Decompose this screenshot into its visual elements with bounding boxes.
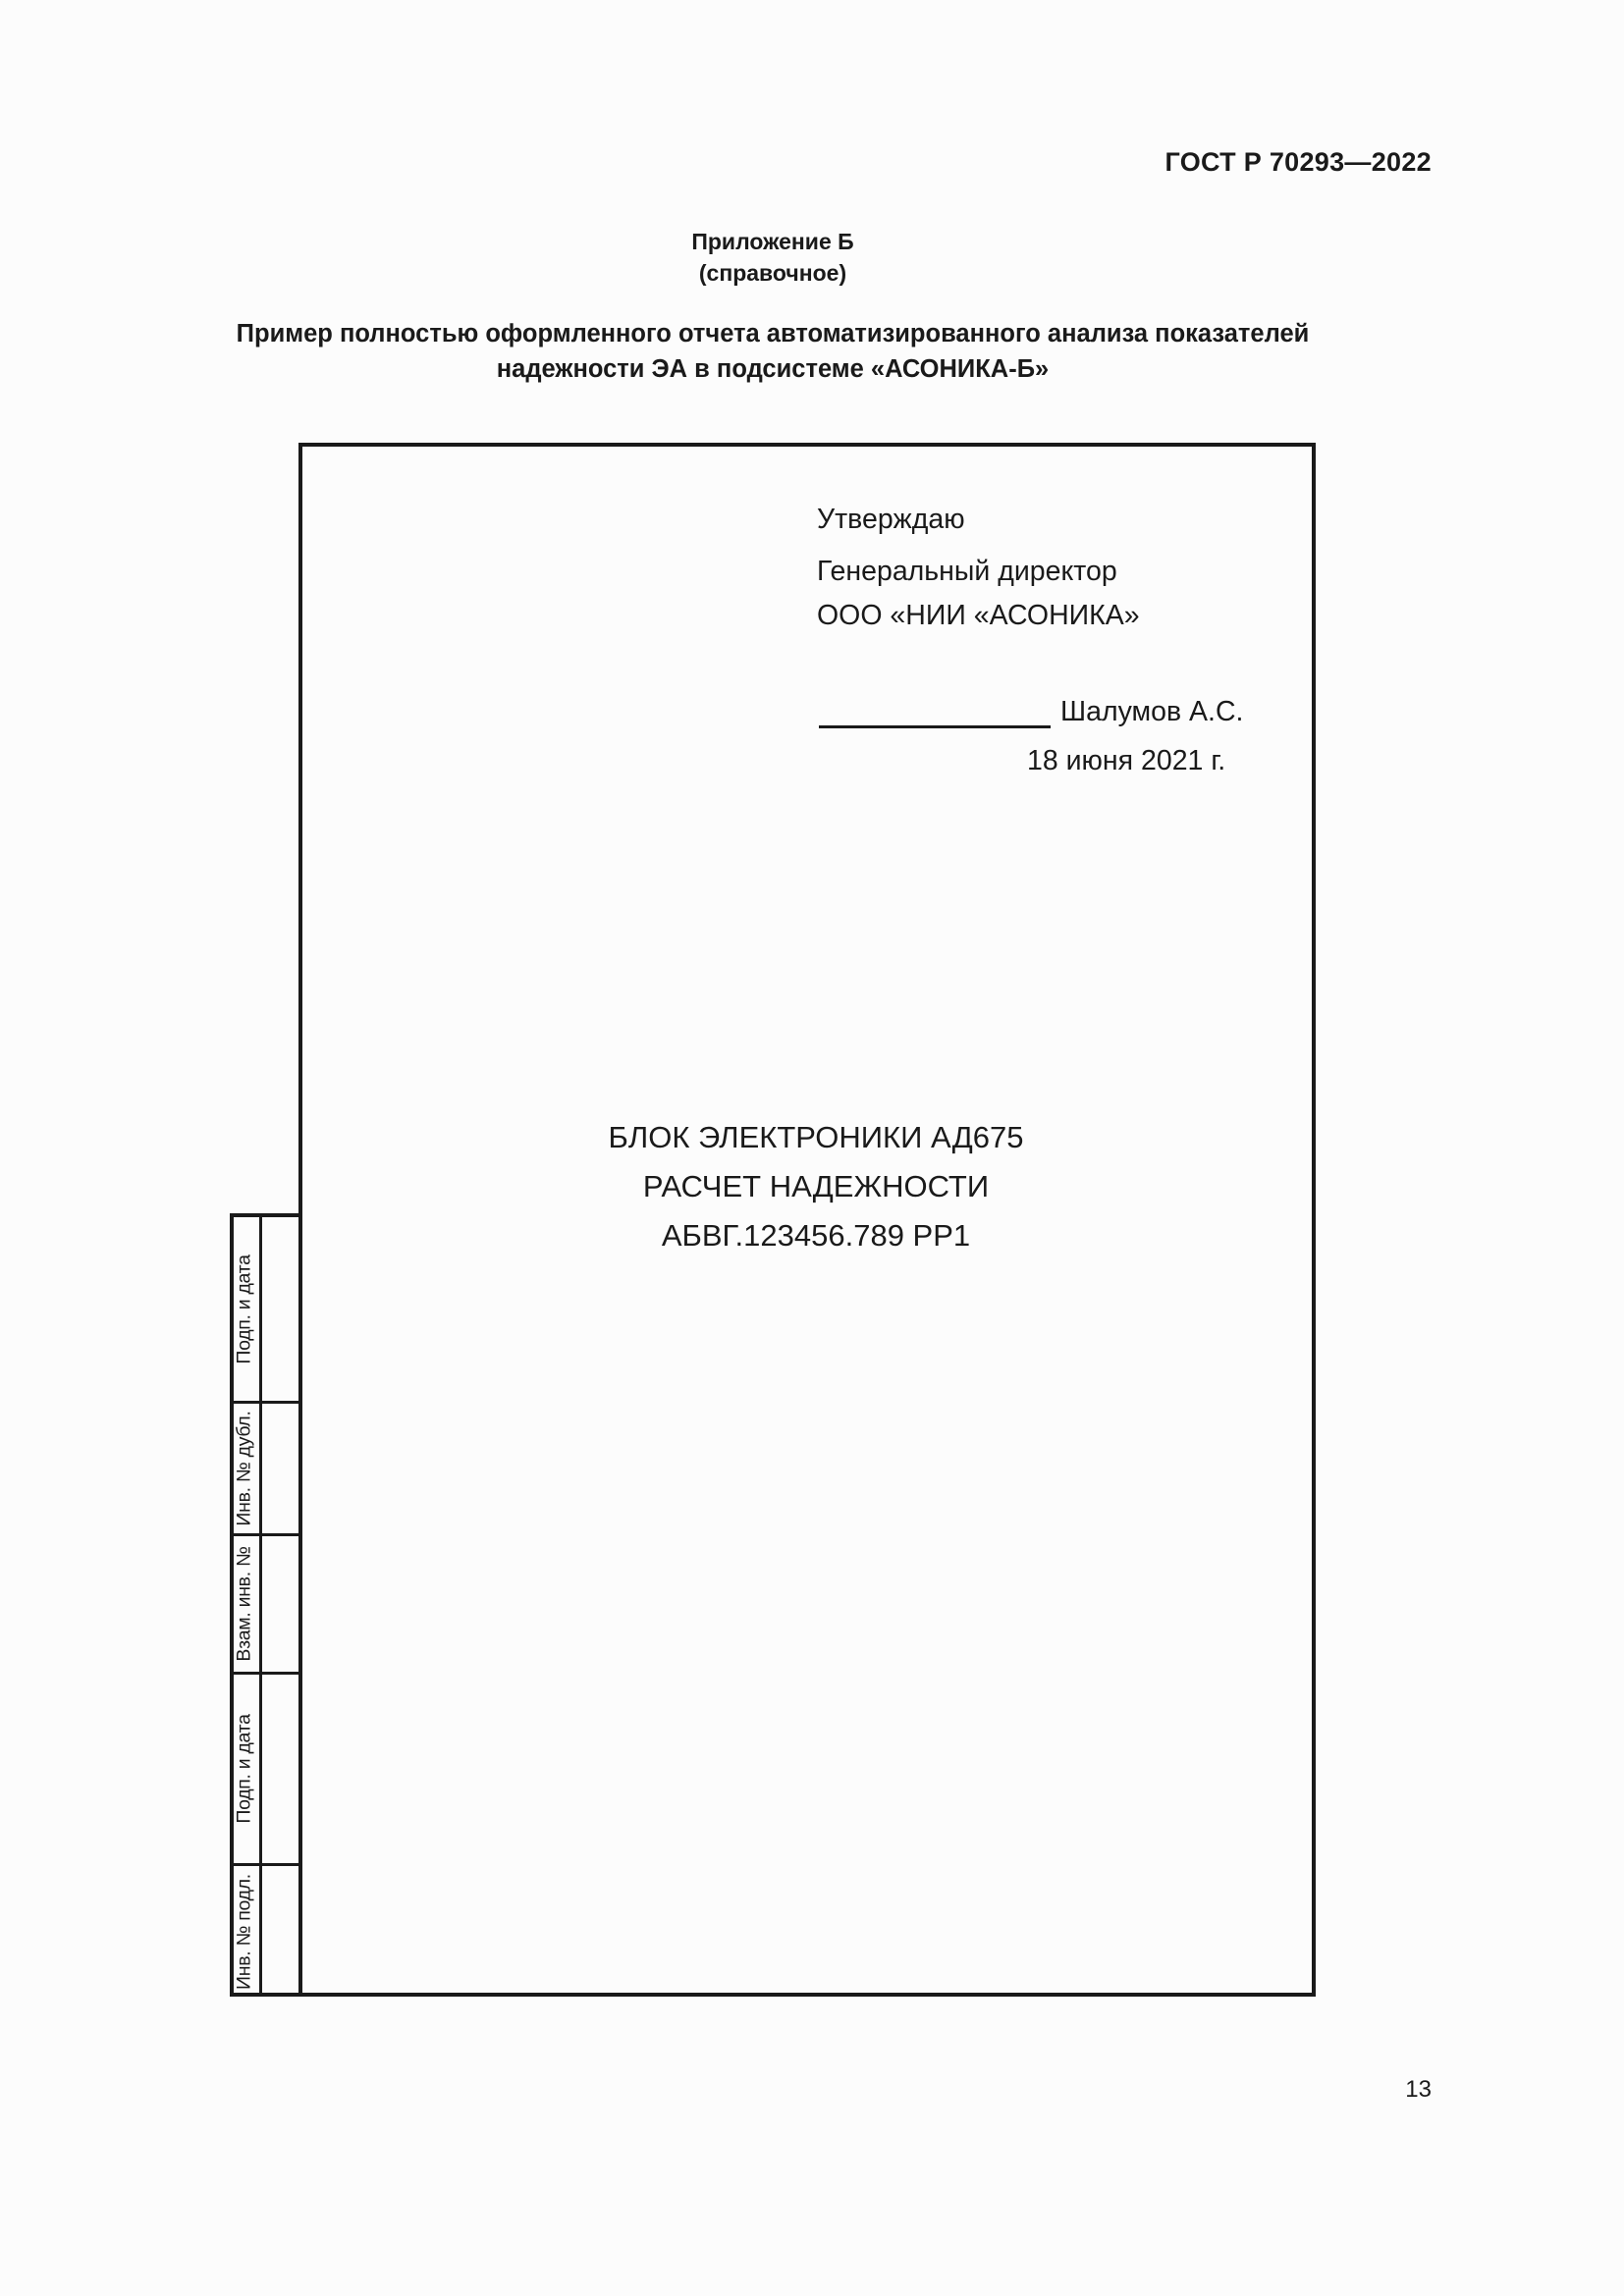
side-stamp-label: Инв. № дубл. [233,1411,255,1526]
side-stamp-column-divider [259,1213,262,1997]
document-title-line-1: БЛОК ЭЛЕКТРОНИКИ АД675 [608,1120,1024,1154]
standard-code: ГОСТ Р 70293—2022 [1164,147,1432,177]
side-stamp-label: Инв. № подл. [233,1873,255,1990]
side-stamp-cell-duplicate-inventory [230,1404,259,1533]
approval-date: 18 июня 2021 г. [1027,745,1226,776]
appendix-heading-line-1: Пример полностью оформленного отчета автоматизированного анализа показателей [236,320,1310,347]
side-stamp-label: Подп. и дата [233,1254,255,1364]
side-stamp-cell-signature-date [230,1675,259,1863]
appendix-heading-line-2: надежности ЭА в подсистеме «АСОНИКА-Б» [496,355,1050,383]
approval-signer: Шалумов А.С. [1060,696,1244,727]
approval-organization: ООО «НИИ «АСОНИКА» [817,600,1140,631]
approval-word: Утверждаю [817,504,965,535]
approval-position: Генеральный директор [817,556,1117,587]
side-stamp-cell-signature-date [230,1217,259,1401]
side-stamp-label: Взам. инв. № [233,1546,255,1662]
page-number: 13 [1405,2076,1432,2103]
appendix-subtitle: (справочное) [698,260,847,286]
appendix-title: Приложение Б [691,229,854,254]
document-title-line-2: РАСЧЕТ НАДЕЖНОСТИ [642,1169,990,1203]
side-stamp-label: Подп. и дата [233,1714,255,1824]
document-title-line-3: АБВГ.123456.789 РР1 [661,1218,971,1253]
side-stamp-cell-original-inventory [230,1866,259,1997]
side-stamp-cell-replacement-inventory [230,1536,259,1672]
signature-line [819,725,1051,728]
